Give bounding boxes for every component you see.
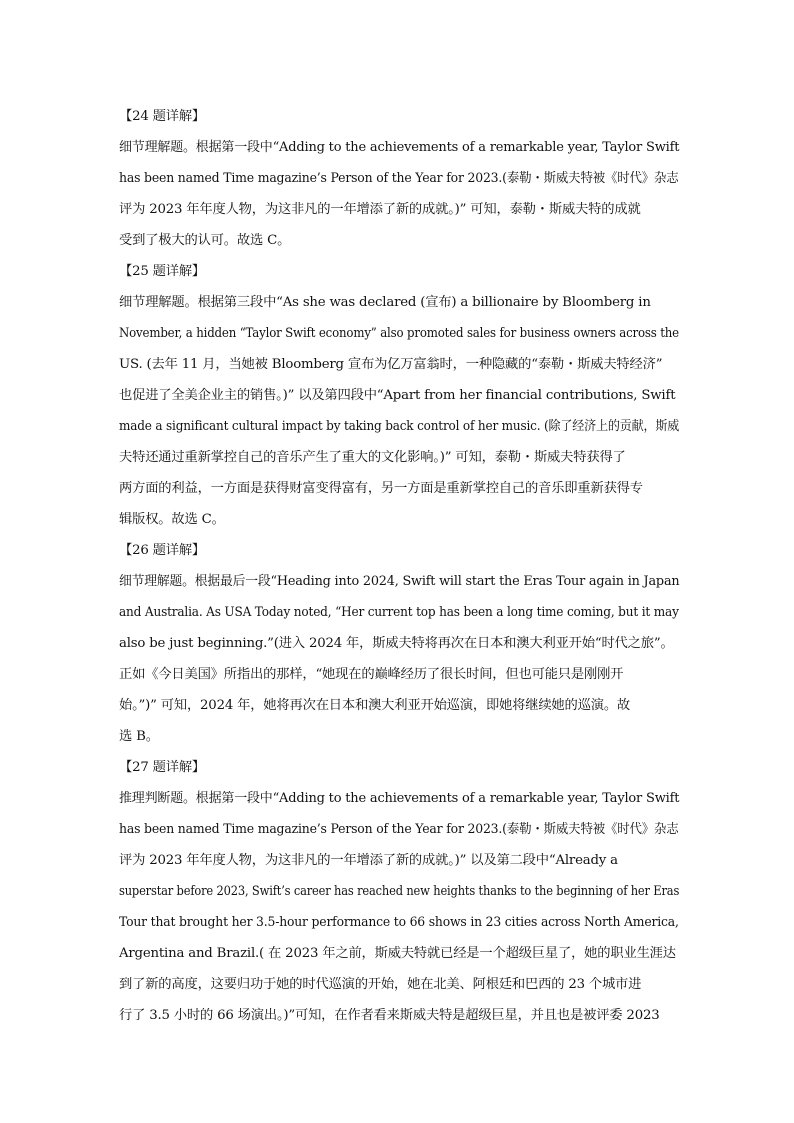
text-line: 夫特还通过重新掌控自己的音乐产生了重大的文化影响。)” 可知，泰勒・斯威夫特获得了 <box>119 450 626 465</box>
text-line: Tour that brought her 3.5-hour performance to 66 shows in 23 cities across North America, <box>119 915 679 930</box>
text-line: and Australia. As USA Today noted, “Her current top has been a long time coming, but it may <box>119 605 679 620</box>
answer-explanations <box>119 101 679 1031</box>
text-line: November, a hidden “Taylor Swift economy” also promoted sales for business owners across the <box>119 326 679 341</box>
text-line: 推理判断题。根据第一段中“Adding to the achievements of a remarkable year, Taylor Swift <box>119 791 680 806</box>
text-line: 细节理解题。根据第一段中“Adding to the achievements of a remarkable year, Taylor Swift <box>119 140 680 155</box>
text-line: 细节理解题。根据第三段中“As she was declared (宣布) a billionaire by Bloomberg in <box>119 295 651 310</box>
section-heading-24: 【24 题详解】 <box>119 109 206 124</box>
text-line: 始。”)” 可知，2024 年，她将再次在日本和澳大利亚开始巡演，即她将继续她的巡演。故 <box>119 698 631 713</box>
text-line: 受到了极大的认可。故选 C。 <box>119 233 291 248</box>
text-line: 正如《今日美国》所指出的那样，“她现在的巅峰经历了很长时间，但也可能只是刚刚开 <box>119 667 624 682</box>
text-line: 辑版权。故选 C。 <box>119 512 225 527</box>
text-line: US. (去年 11 月，当她被 Bloomberg 宣布为亿万富翁时，一种隐藏的“泰勒・斯威夫特经济” <box>119 357 663 372</box>
text-line: 两方面的利益，一方面是获得财富变得富有，另一方面是重新掌控自己的音乐即重新获得专 <box>119 481 643 496</box>
section-heading-27: 【27 题详解】 <box>119 760 206 775</box>
text-line: also be just beginning.”(进入 2024 年，斯威夫特将再次在日本和澳大利亚开始“时代之旅”。 <box>119 636 674 651</box>
text-line: 选 B。 <box>119 729 159 744</box>
text-line: has been named Time magazine’s Person of the Year for 2023.(泰勒・斯威夫特被《时代》杂志 <box>119 822 679 837</box>
section-heading-25: 【25 题详解】 <box>119 264 206 279</box>
text-line: made a significant cultural impact by taking back control of her music. (除了经济上的贡献，斯威 <box>119 419 680 434</box>
text-line: 评为 2023 年年度人物，为这非凡的一年增添了新的成就。)” 可知，泰勒・斯威夫特的成就 <box>119 202 641 217</box>
text-line: Argentina and Brazil.( 在 2023 年之前，斯威夫特就已经是一个超级巨星了，她的职业生涯达 <box>119 946 676 961</box>
text-line: 行了 3.5 小时的 66 场演出。)”可知，在作者看来斯威夫特是超级巨星，并且也是被评委 2023 <box>119 1008 660 1023</box>
text-line: superstar before 2023, Swift’s career has reached new heights thanks to the beginning of her Eras <box>119 884 680 899</box>
section-heading-26: 【26 题详解】 <box>119 543 206 558</box>
text-line: 也促进了全美企业主的销售。)” 以及第四段中“Apart from her financial contributions, Swift <box>119 388 676 403</box>
text-line: 细节理解题。根据最后一段“Heading into 2024, Swift will start the Eras Tour again in Japan <box>119 574 680 589</box>
text-line: has been named Time magazine’s Person of the Year for 2023.(泰勒・斯威夫特被《时代》杂志 <box>119 171 679 186</box>
text-line: 到了新的高度，这要归功于她的时代巡演的开始，她在北美、阿根廷和巴西的 23 个城市进 <box>119 977 642 992</box>
text-line: 评为 2023 年年度人物，为这非凡的一年增添了新的成就。)” 以及第二段中“Already a <box>119 853 618 868</box>
